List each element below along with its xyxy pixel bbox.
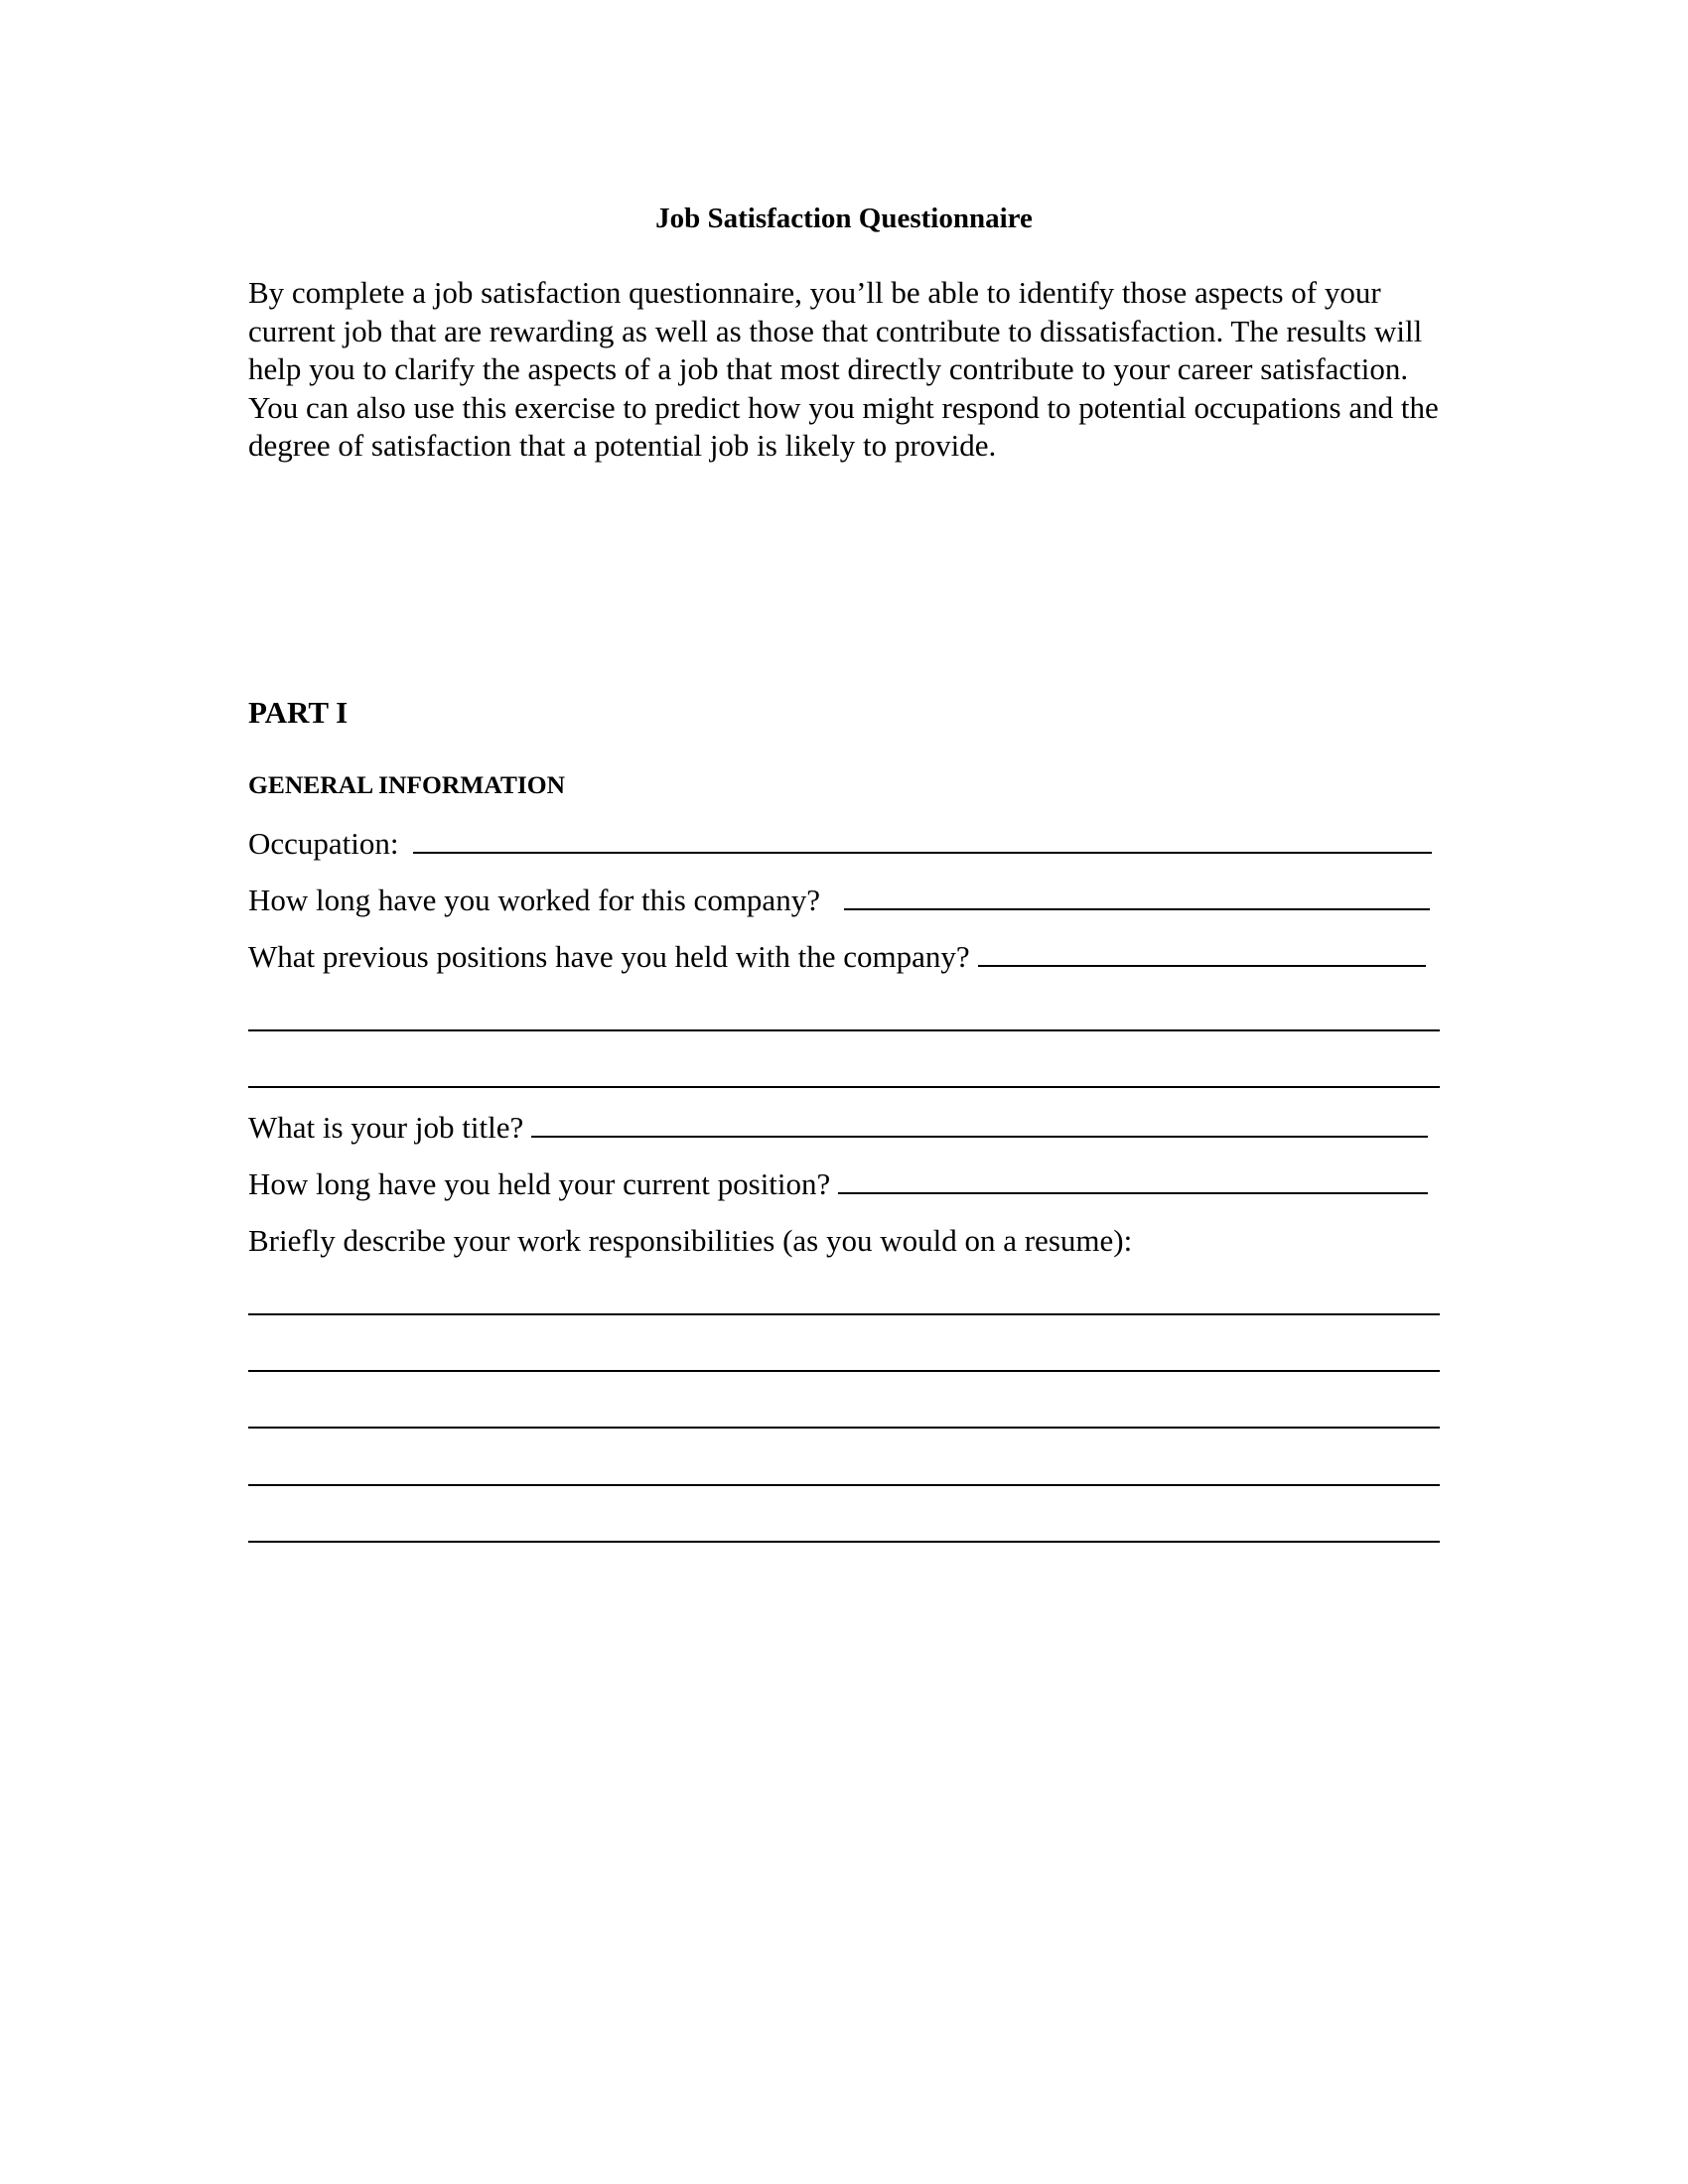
responsibilities-answer-line[interactable] [248, 1313, 1440, 1315]
responsibilities-answer-line[interactable] [248, 1484, 1440, 1486]
company-tenure-input-line[interactable] [844, 908, 1430, 910]
occupation-input-line[interactable] [413, 852, 1432, 854]
position-tenure-input-line[interactable] [838, 1192, 1428, 1194]
responsibilities-label: Briefly describe your work responsibilities (as you would on a resume): [248, 1223, 1133, 1258]
responsibilities-answer-line[interactable] [248, 1541, 1440, 1543]
position-tenure-field [248, 1163, 1428, 1203]
occupation-label: Occupation: [248, 826, 399, 861]
previous-positions-field [248, 936, 1426, 976]
intro-paragraph: By complete a job satisfaction questionnaire, you’ll be able to identify those aspects of your current job that are rewarding as well as those that contribute to dissatisfaction. The results will help you to clarify the aspects of a job that most directly contribute to your career satisfaction. You can also use this exercise to predict how you might respond to potential occupations and the degree of satisfaction that a potential job is likely to provide. [248, 275, 1439, 464]
previous-positions-label: What previous positions have you held with the company? [248, 939, 970, 974]
job-title-label: What is your job title? [248, 1110, 524, 1145]
position-tenure-label: How long have you held your current position? [248, 1166, 831, 1201]
previous-positions-input-line[interactable] [978, 965, 1426, 967]
occupation-field [248, 823, 1432, 863]
responsibilities-answer-line[interactable] [248, 1370, 1440, 1372]
responsibilities-field [248, 1220, 1440, 1260]
part-heading: PART I [248, 695, 349, 730]
company-tenure-field [248, 880, 1430, 919]
company-tenure-label: How long have you worked for this company? [248, 883, 820, 917]
responsibilities-answer-line[interactable] [248, 1427, 1440, 1429]
job-title-field [248, 1107, 1428, 1147]
previous-positions-answer-line[interactable] [248, 1086, 1440, 1088]
page-title: Job Satisfaction Questionnaire [655, 203, 1033, 234]
section-heading: GENERAL INFORMATION [248, 770, 566, 799]
previous-positions-answer-line[interactable] [248, 1029, 1440, 1031]
job-title-input-line[interactable] [531, 1136, 1428, 1138]
